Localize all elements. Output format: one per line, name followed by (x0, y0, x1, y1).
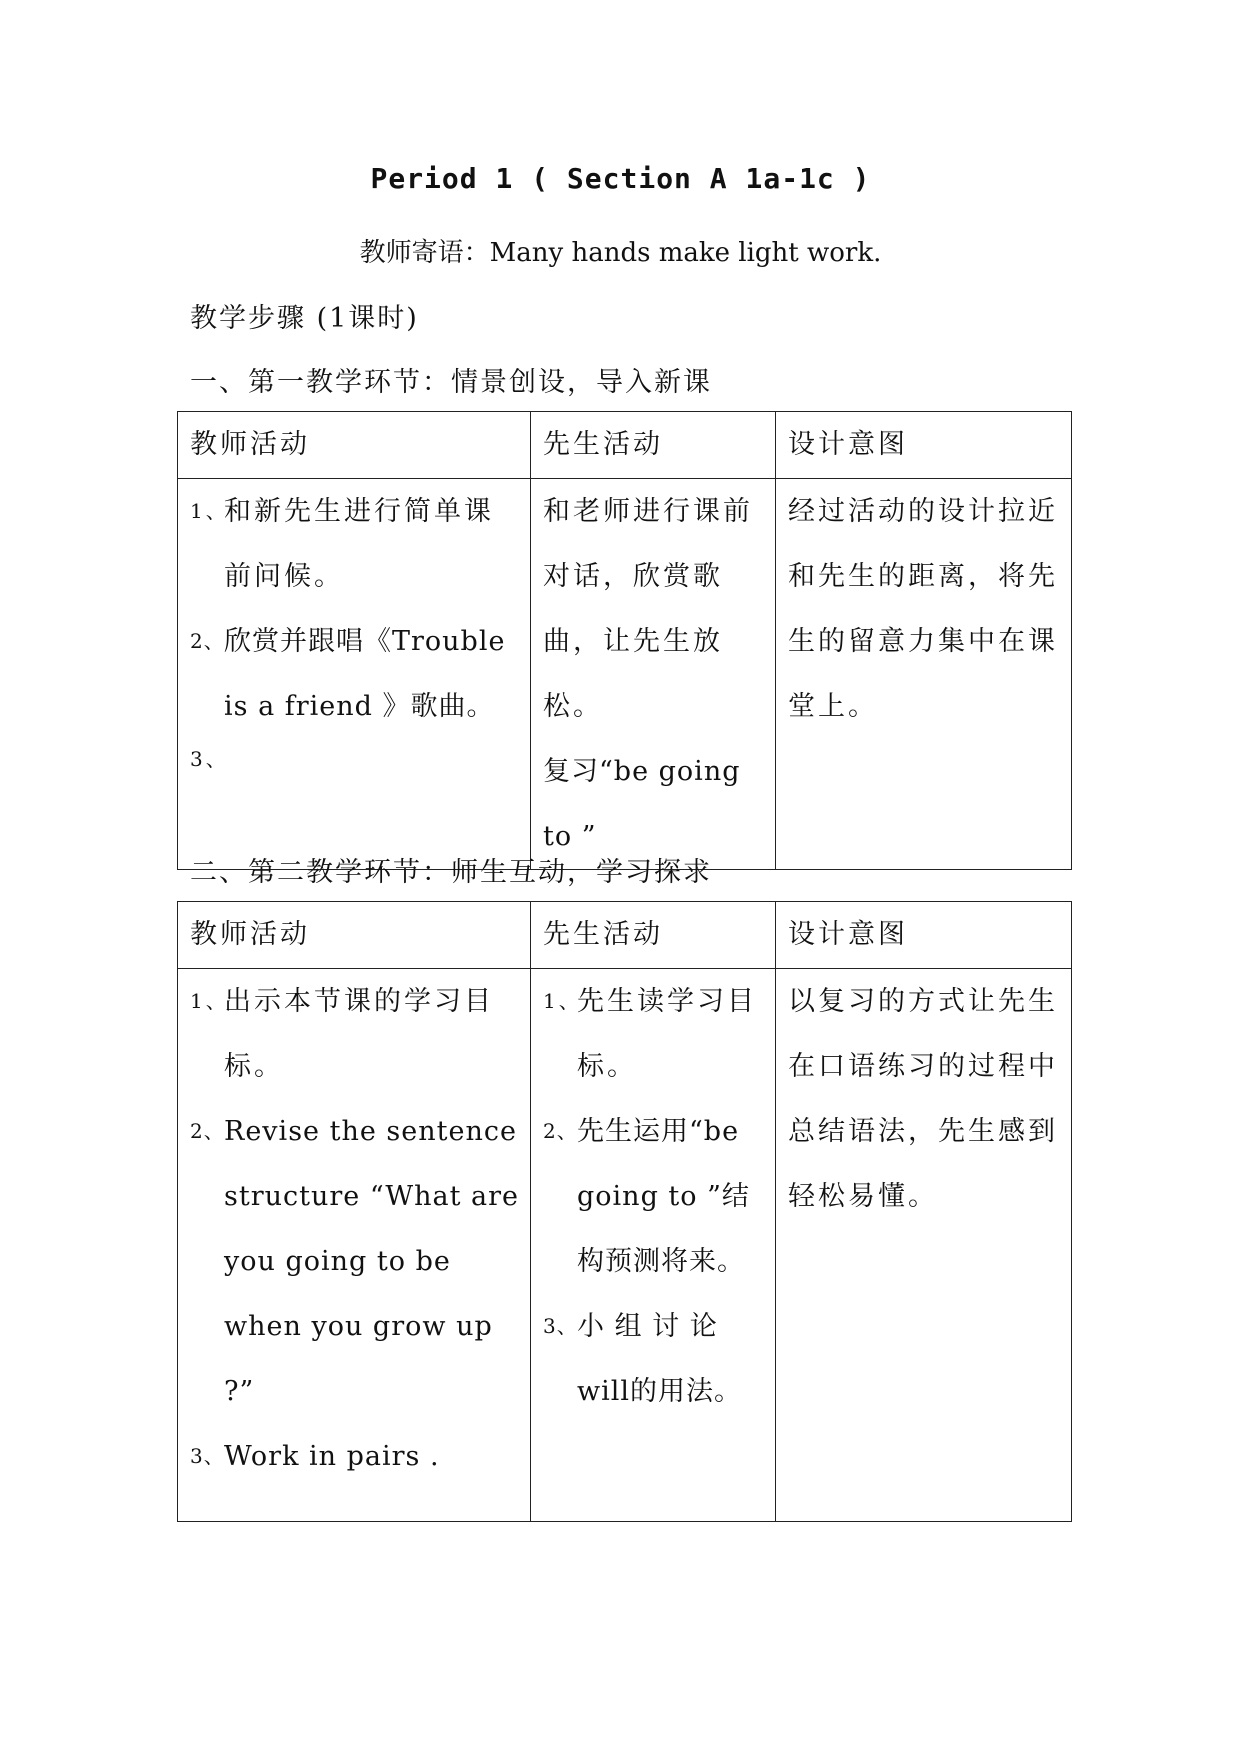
header-design-intent: 设计意图 (776, 902, 1072, 969)
section1-table (177, 411, 1072, 870)
design-intent-cell (776, 479, 1072, 870)
item-number: 3、 (543, 1314, 578, 1338)
item-text: 先生读学习目标。 (577, 986, 757, 1082)
student-text: 复习“be going to ” (543, 756, 741, 852)
item-number: 3、 (190, 1444, 225, 1468)
list-item (543, 1099, 765, 1294)
item-text: 出示本节课的学习目标。 (224, 986, 494, 1082)
list-item (190, 1099, 520, 1424)
header-student-activity: 先生活动 (531, 902, 776, 969)
list-item (190, 1424, 520, 1489)
teacher-motto: 教师寄语：Many hands make light work. (359, 238, 882, 268)
item-number: 1、 (543, 989, 582, 1013)
header-teacher-activity: 教师活动 (178, 902, 531, 969)
table-row (178, 479, 1072, 870)
item-number: 1、 (190, 989, 229, 1013)
section2-heading: 二、第二教学环节：师生互动，学习探求 (190, 857, 712, 888)
item-text: 和新先生进行简单课前问候。 (224, 496, 494, 592)
student-activity-cell (531, 479, 776, 870)
item-text: Revise the sentence structure “What are you going to be when you grow up ?” (224, 1116, 520, 1407)
section2-table (177, 901, 1072, 1522)
student-text: 和老师进行课前对话，欣赏歌曲，让先生放松。 (543, 496, 753, 722)
list-item (543, 1294, 765, 1424)
item-number: 2、 (190, 629, 225, 653)
item-text: 小 组 讨 论 will的用法。 (577, 1311, 743, 1407)
design-intent-cell (776, 969, 1072, 1522)
design-text: 以复习的方式让先生在口语练习的过程中总结语法，先生感到轻松易懂。 (788, 986, 1058, 1212)
table-header-row (178, 902, 1072, 969)
header-student-activity: 先生活动 (531, 412, 776, 479)
item-number: 3、 (190, 747, 229, 771)
table-row (178, 969, 1072, 1522)
teacher-activity-cell (178, 969, 531, 1522)
item-text: 欣赏并跟唱《Trouble is a friend 》歌曲。 (224, 626, 506, 722)
header-design-intent: 设计意图 (776, 412, 1072, 479)
header-teacher-activity: 教师活动 (178, 412, 531, 479)
list-item (190, 479, 520, 609)
section1-heading: 一、第一教学环节：情景创设，导入新课 (190, 367, 712, 398)
item-number: 1、 (190, 499, 229, 523)
item-number: 2、 (543, 1119, 578, 1143)
teacher-activity-cell (178, 479, 531, 870)
page-title: Period 1 ( Section A 1a-1c ) (370, 162, 871, 195)
item-text: 先生运用“be going to ”结构预测将来。 (577, 1116, 750, 1277)
student-activity-cell (531, 969, 776, 1522)
table-header-row (178, 412, 1072, 479)
steps-label: 教学步骤 (1课时) (190, 303, 419, 334)
item-text: Work in pairs . (224, 1441, 440, 1472)
item-number: 2、 (190, 1119, 225, 1143)
list-item (543, 969, 765, 1099)
design-text: 经过活动的设计拉近和先生的距离，将先生的留意力集中在课堂上。 (788, 496, 1058, 722)
list-item (190, 969, 520, 1099)
list-item (190, 609, 520, 739)
